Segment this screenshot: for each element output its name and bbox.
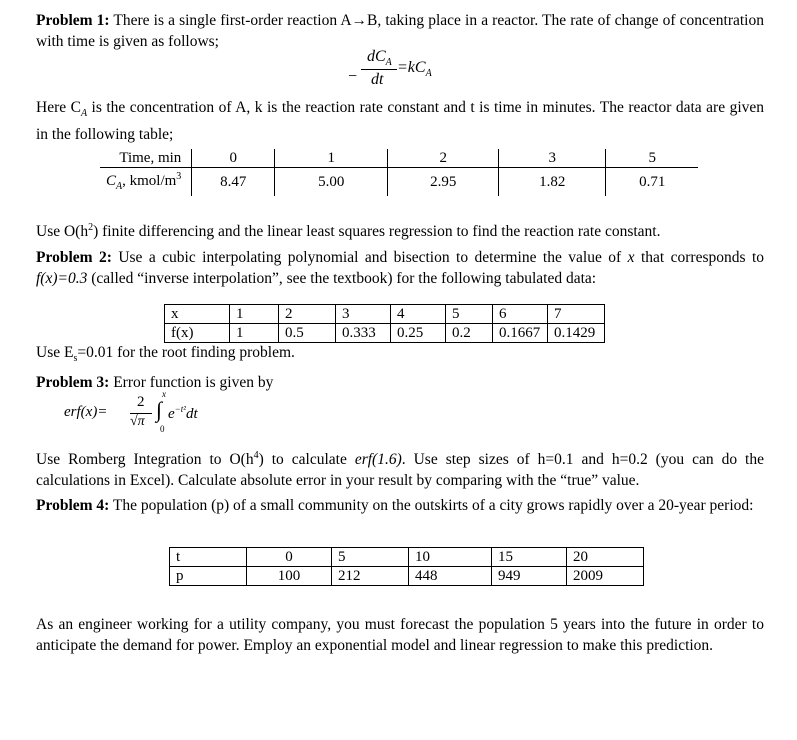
fx-cell: 0.1429	[548, 324, 605, 343]
problem4-intro: Problem 4: The population (p) of a small community on the outskirts of a city grows rapidly over a 20-year period:	[36, 497, 754, 514]
integrand: $e^{-t^2}dt$	[168, 404, 198, 422]
eq-minus: −	[347, 68, 358, 85]
concentration-cell: 0.71	[606, 168, 699, 197]
concentration-cell: 8.47	[192, 168, 275, 197]
time-cell: 2	[388, 149, 499, 168]
x-cell: 5	[446, 305, 493, 324]
x-cell: 3	[336, 305, 391, 324]
problem1-title: Problem 1:	[36, 12, 110, 29]
reactor-data-table	[100, 149, 698, 196]
problem3-text: Use Romberg Integration to $O(h^4)$ to calculate erf(1.6). Use step sizes of h=0.1 and h=0.2 (you can do the calculations in Excel). Calculate absolute error in your result by comparing with the “true” value.	[36, 450, 764, 490]
population-table	[169, 547, 644, 586]
time-cell: 5	[606, 149, 699, 168]
erf-denominator: √π	[130, 414, 145, 429]
integral-upper: x	[162, 389, 166, 399]
problem1-intro	[36, 10, 764, 52]
eq-fraction-bar	[361, 69, 397, 70]
fx-cell: 0.2	[446, 324, 493, 343]
t-cell: 15	[492, 548, 567, 567]
problem4-closing: As an engineer working for a utility company, you must forecast the population 5 years into the future in order to anticipate the demand for power. Employ an exponential model and linear regression to make this prediction.	[36, 616, 764, 654]
time-cell: 1	[275, 149, 388, 168]
concentration-cell: 2.95	[388, 168, 499, 197]
p-cell: 2009	[567, 567, 644, 586]
concentration-cell: 1.82	[499, 168, 606, 197]
t-cell: 5	[332, 548, 409, 567]
t-cell: 10	[409, 548, 492, 567]
problem3-title: Problem 3:	[36, 374, 110, 391]
problem1-text: There is a single first-order reaction A→B, taking place in a reactor. The rate of change of concentration with time is given as follows;	[36, 12, 764, 50]
problem3-intro: Problem 3: Error function is given by	[36, 374, 274, 391]
p-cell: 212	[332, 567, 409, 586]
p-cell: 100	[247, 567, 332, 586]
interpolation-table	[164, 304, 605, 343]
time-header: Time, min	[100, 149, 192, 168]
eq-rhs: $=kC_A$	[397, 59, 432, 80]
fx-cell: 0.5	[279, 324, 336, 343]
time-cell: 0	[192, 149, 275, 168]
eq-denominator: dt	[371, 71, 384, 88]
concentration-cell: 5.00	[275, 168, 388, 197]
t-label: t	[170, 548, 247, 567]
x-cell: 1	[230, 305, 279, 324]
x-cell: 2	[279, 305, 336, 324]
p-cell: 949	[492, 567, 567, 586]
time-cell: 3	[499, 149, 606, 168]
p-cell: 448	[409, 567, 492, 586]
eq-numerator: $dC_A$	[367, 48, 392, 69]
problem2-tolerance: Use $E_s=0.01$ for the root finding problem.	[36, 344, 295, 365]
problem1-here: Here $C_A$ is the concentration of A, k is the reaction rate constant and t is time in minutes. The reactor data are given in the following table;	[36, 99, 765, 144]
erf-numerator: 2	[137, 394, 145, 410]
concentration-header: $C_A$, kmol/$m^3$	[106, 171, 182, 192]
p-label: p	[170, 567, 247, 586]
fx-label: f(x)	[165, 324, 230, 343]
erf-lhs: erf(x)=	[64, 404, 108, 420]
integral-sign: ∫	[156, 397, 163, 422]
x-cell: 6	[493, 305, 548, 324]
fx-cell: 0.1667	[493, 324, 548, 343]
integral-lower: 0	[160, 424, 165, 434]
fx-cell: 0.333	[336, 324, 391, 343]
problem2-title: Problem 2:	[36, 249, 112, 266]
x-cell: 4	[391, 305, 446, 324]
problem4-title: Problem 4:	[36, 497, 110, 514]
x-cell: 7	[548, 305, 605, 324]
problem2-intro: Problem 2: Use a cubic interpolating polynomial and bisection to determine the value of x that corresponds to f(x)=0.3 (called “inverse interpolation”, see the textbook) for the following tabulated data:	[36, 249, 765, 287]
t-cell: 20	[567, 548, 644, 567]
fx-cell: 0.25	[391, 324, 446, 343]
problem1-instruction: Use $O(h^2)$ finite differencing and the linear least squares regression to find the reaction rate constant.	[36, 222, 661, 241]
t-cell: 0	[247, 548, 332, 567]
x-label: x	[165, 305, 230, 324]
fx-cell: 1	[230, 324, 279, 343]
